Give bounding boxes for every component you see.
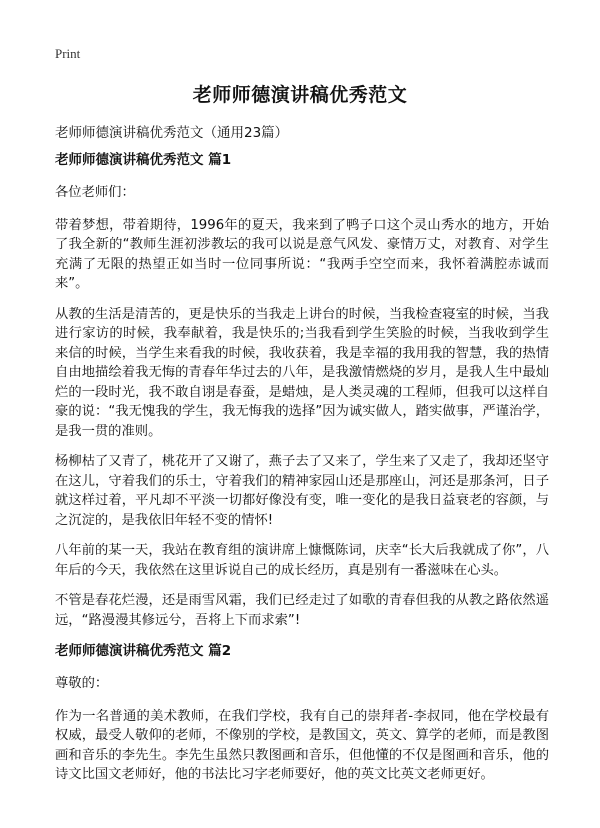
paragraph: 不管是春花烂漫，还是雨雪风霜，我们已经走过了如歌的青春但我的从教之路依然遥远，“路漫漫其修远兮，吾将上下而求索”!: [55, 593, 549, 628]
section-heading: 老师师德演讲稿优秀范文 篇2: [55, 643, 232, 659]
print-link[interactable]: Print: [55, 46, 81, 61]
paragraph: 八年前的某一天，我站在教育组的演讲席上慷慨陈词，庆幸“长大后我就成了你”，八年后的今天，我依然在这里诉说自己的成长经历，真是别有一番滋味在心头。: [55, 543, 549, 578]
document-subtitle: 老师师德演讲稿优秀范文（通用23篇）: [55, 125, 289, 141]
paragraph: 带着梦想，带着期待，1996年的夏天，我来到了鸭子口这个灵山秀水的地方，开始了我全新的“教师生涯初涉教坛的我可以说是意气风发、豪情万丈，对教育、对学生充满了无限的热望正如当时一位同事所说：“我两手空空而来，我怀着满腔赤诚而来”。: [55, 217, 549, 291]
paragraph: 从教的生活是清苦的，更是快乐的当我走上讲台的时候，当我检查寝室的时候，当我进行家访的时候，我奉献着，我是快乐的;当我看到学生笑脸的时候，当我收到学生来信的时候，当学生来看我的时候，我收获着，我是幸福的我用我的智慧，我的热情自由地描绘着我无悔的青春年华过去的八年，是我激情燃烧的岁月，是我人生中最灿烂的一段时光，我不敢自诩是春蚕，是蜡烛，是人类灵魂的工程师，但我可以这样自豪的说：“我无愧我的学生，我无悔我的选择”因为诚实做人，踏实做事，严谨治学，是我一贯的准则。: [55, 306, 549, 439]
document-content: [55, 150, 549, 796]
section-greeting: 各位老师们：: [55, 185, 135, 200]
paragraph: 杨柳枯了又青了，桃花开了又谢了，燕子去了又来了，学生来了又走了，我却还坚守在这儿，守着我们的乐士，守着我们的精神家园山还是那座山，河还是那条河，日子就这样过着，平凡却不平淡一切都好像没有变，唯一变化的是我日益衰老的容颜，与之沉淀的，是我依旧年轻不变的情怀!: [55, 454, 549, 528]
section-1: [55, 150, 549, 630]
section-heading: 老师师德演讲稿优秀范文 篇1: [55, 152, 232, 168]
section-greeting: 尊敬的：: [55, 676, 109, 691]
document-title: 老师师德演讲稿优秀范文: [192, 84, 408, 106]
section-2: [55, 641, 549, 785]
paragraph: 作为一名普通的美术教师，在我们学校，我有自己的崇拜者-李叔同，他在学校最有权威，最受人敬仰的老师，不像别的学校，是教国文，英文、算学的老师，而是教图画和音乐的李先生。李先生虽然只教图画和音乐，但他懂的不仅是图画和音乐，他的诗文比国文老师好，他的书法比习字老师要好，他的英文比英文老师更好。: [55, 708, 549, 782]
